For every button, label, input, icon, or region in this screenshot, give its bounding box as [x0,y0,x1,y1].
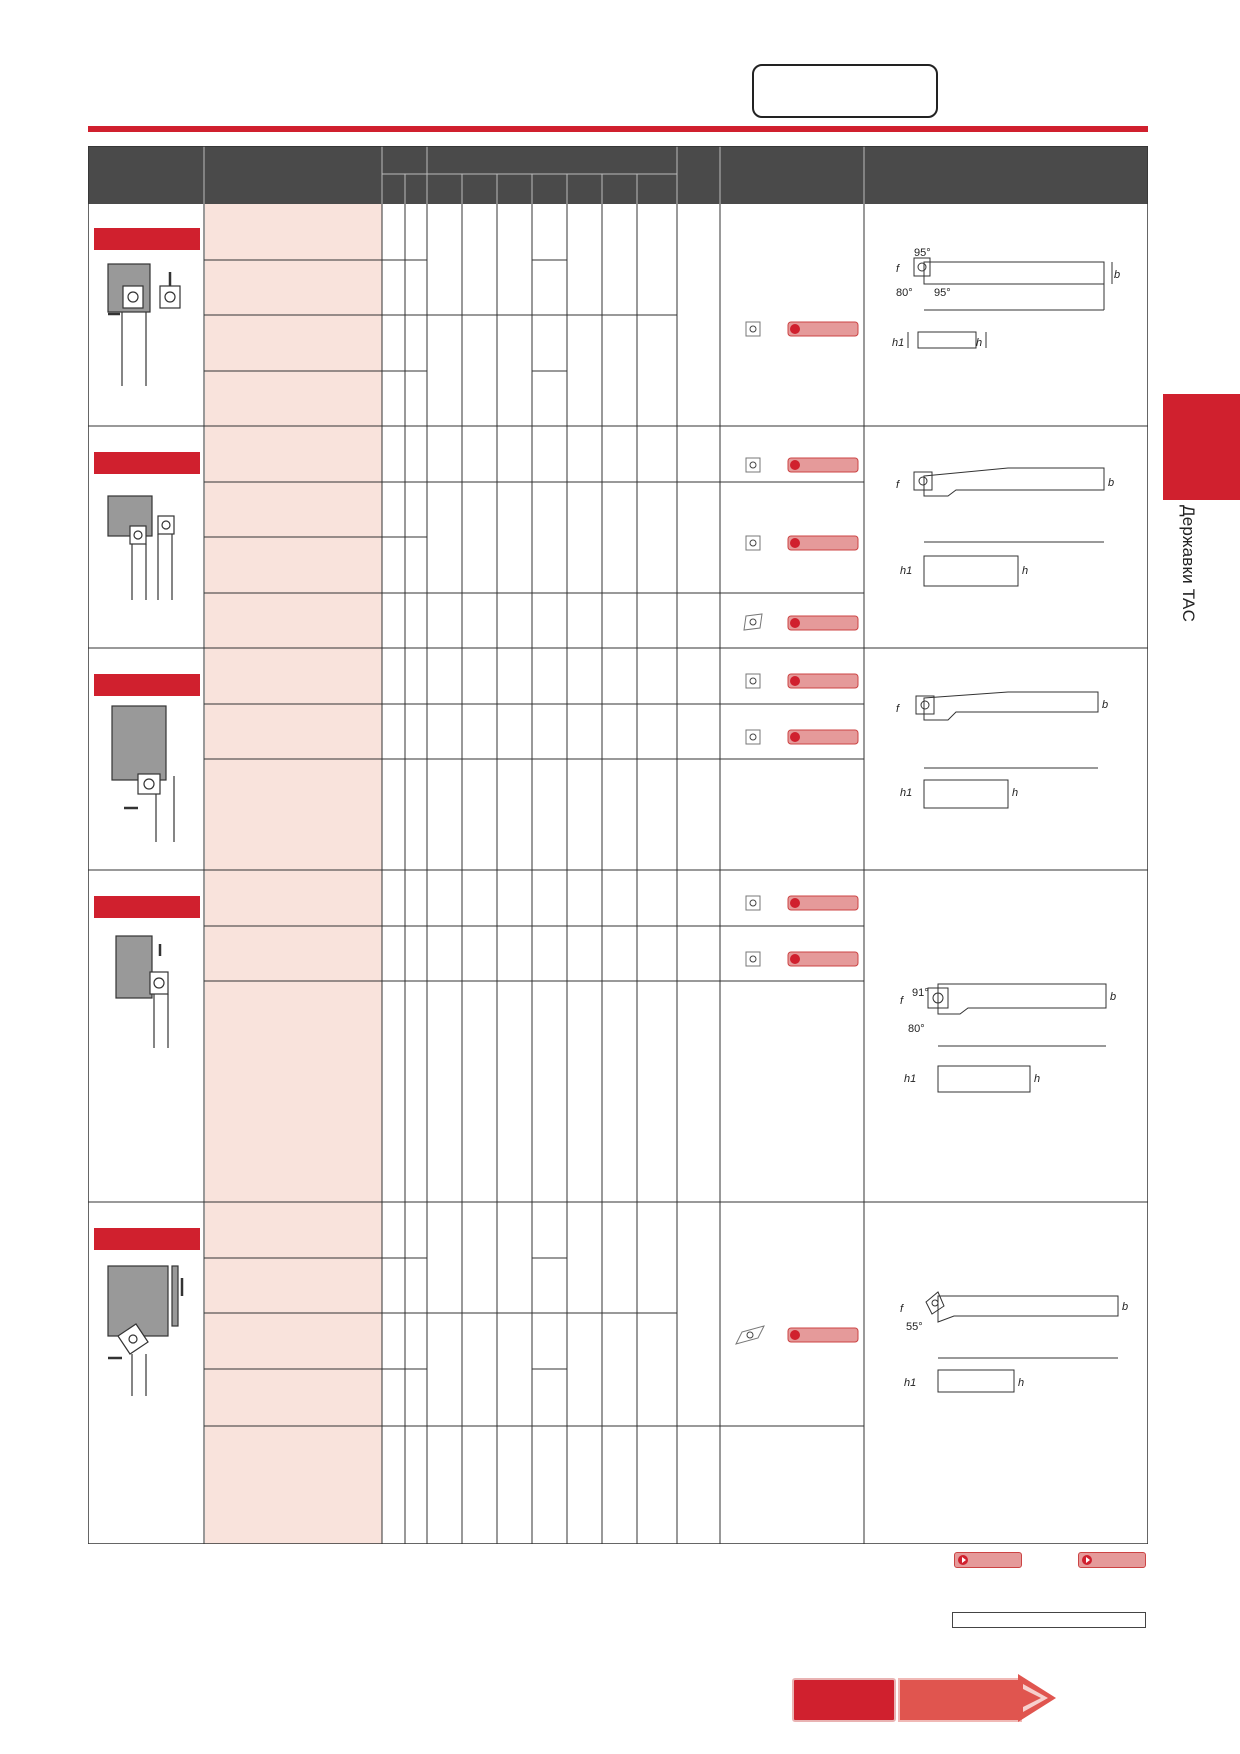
nav-arrow-core [1021,1688,1041,1708]
code-column [205,204,382,1544]
dim-f-1: f [896,263,900,275]
footer-box [952,1612,1146,1628]
catalog-table [88,146,1148,1544]
insert-refs [736,322,858,1344]
dim-h-1: h [976,337,983,349]
nav-next-button[interactable] [898,1678,1022,1722]
dim-f-2: f [896,479,900,491]
sketch-4 [116,936,168,1048]
type-label-1 [94,228,200,250]
side-tab-marker[interactable] [1163,394,1240,500]
dim-h1-3: h1 [900,787,913,799]
dim-f-4: f [900,995,904,1007]
dim-h-4: h [1034,1073,1041,1085]
sketch-5 [108,1266,182,1396]
angle-4b: 80° [908,1023,925,1035]
angle-1b: 95° [934,287,951,299]
dim-f-3: f [896,703,900,715]
dim-f-5: f [900,1303,904,1315]
drawing-5 [900,1292,1128,1392]
sketch-2 [108,496,174,600]
type-label-2 [94,452,200,474]
dim-b-1: b [1114,269,1121,281]
dim-b-2: b [1108,477,1115,489]
header-box [752,64,938,118]
header-rule [88,126,1148,132]
type-label-4 [94,896,200,918]
angle-5a: 55° [906,1321,923,1333]
drawing-3 [896,692,1108,808]
drawing-4 [900,984,1116,1092]
dim-h1-1: h1 [892,337,905,349]
type-label-3 [94,674,200,696]
angle-4a: 91° [912,987,929,999]
dim-h-2: h [1022,565,1029,577]
dim-h-3: h [1012,787,1019,799]
type-label-5 [94,1228,200,1250]
dim-h1-4: h1 [904,1073,917,1085]
table-header [88,146,1148,204]
footer-link-1[interactable] [954,1552,1022,1568]
dim-b-5: b [1122,1301,1129,1313]
dim-b-4: b [1110,991,1117,1003]
dim-h-5: h [1018,1377,1025,1389]
dim-b-3: b [1102,699,1109,711]
nav-prev-button[interactable] [792,1678,896,1722]
side-tab-label: Державки TAC [1179,505,1198,623]
angle-1a: 95° [914,247,931,259]
drawing-2 [896,468,1114,586]
sketch-1 [108,264,180,386]
dim-h1-5: h1 [904,1377,917,1389]
sketch-3 [112,706,174,842]
drawing-1 [892,247,1120,349]
footer-link-2[interactable] [1078,1552,1146,1568]
angle-1c: 80° [896,287,913,299]
dim-h1-2: h1 [900,565,913,577]
